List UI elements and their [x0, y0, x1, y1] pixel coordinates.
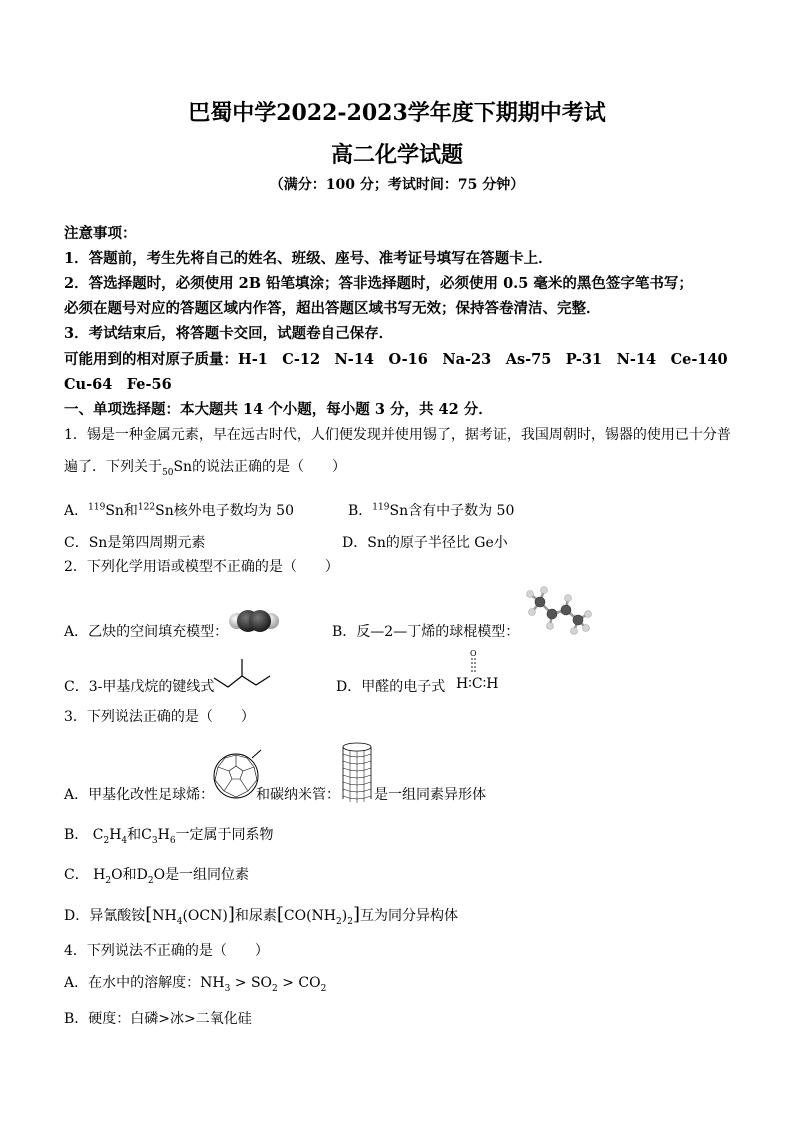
q3-option-c[interactable]: C． $H_2O$和$D_2O$是一组同位素 [64, 867, 250, 886]
note-1: 1．答题前，考生先将自己的姓名、班级、座号、准考证号填写在答题卡上． [64, 250, 553, 267]
notes-heading: 注意事项： [64, 225, 137, 242]
q3-option-d[interactable]: D．异氰酸铵$[NH_4(OCN)]$和尿素$[CO(NH_2)_2]$互为同分异构体 [64, 904, 458, 927]
q3-option-b[interactable]: B． $C_2H_4$和$C_3H_6$一定属于同系物 [64, 827, 274, 846]
q1-option-b[interactable]: B．$^{119}$Sn含有中子数为 50 [348, 502, 515, 519]
formaldehyde-oxygen: O [470, 649, 477, 658]
note-2b: 必须在题号对应的答题区域内作答，超出答题区域书写无效；保持答卷清洁、完整． [64, 300, 601, 317]
3-methylpentane-skeletal-formula [212, 656, 274, 690]
trans-2-butene-ball-stick-model [520, 584, 596, 636]
note-3: 3．考试结束后，将答题卡交回，试题卷自己保存． [64, 325, 394, 342]
carbon-nanotube-icon [340, 742, 374, 804]
formaldehyde-electron-dots [469, 657, 479, 677]
q3-option-a-end: 是一组同素异形体 [374, 787, 486, 803]
q4-stem: 4．下列说法不正确的是（ ） [64, 943, 269, 959]
atomic-masses-b: Cu-64 Fe-56 [64, 376, 172, 393]
q2-stem: 2．下列化学用语或模型不正确的是（ ） [64, 559, 339, 575]
atomic-masses-a: 可能用到的相对原子质量：H-1 C-12 N-14 O-16 Na-23 As-75 P-31 N-14 Ce-140 [64, 351, 728, 368]
exam-info: （满分：100 分；考试时间：75 分钟） [269, 177, 525, 193]
q3-option-a-mid: 和碳纳米管： [256, 787, 340, 803]
q2-option-c[interactable]: C．3-甲基戊烷的键线式 [64, 679, 215, 695]
q1-option-a[interactable]: A．$^{119}$Sn和$^{122}$Sn核外电子数均为 50 [64, 502, 294, 519]
acetylene-spacefill-model [228, 606, 280, 636]
q4-option-b[interactable]: B．硬度：白磷>冰>二氧化硅 [64, 1011, 252, 1027]
formaldehyde-electron-formula: H∶C∶H [456, 676, 499, 692]
q2-option-a[interactable]: A．乙炔的空间填充模型： [64, 624, 229, 640]
q1-stem-a: 1．锡是一种金属元素，早在远古时代，人们便发现并使用锡了，据考证，我国周朝时，锡器的使用已十分普 [64, 427, 731, 443]
q4-option-a[interactable]: A．在水中的溶解度：$NH_3 > SO_2 > CO_2$ [64, 975, 327, 994]
q1-option-d[interactable]: D．Sn的原子半径比 Ge小 [342, 535, 508, 551]
q1-stem-b: 遍了．下列关于$_{50}$Sn的说法正确的是（ ） [64, 459, 347, 478]
section-1-heading: 一、单项选择题：本大题共 14 个小题，每小题 3 分，共 42 分． [64, 401, 493, 418]
q3-option-a[interactable]: A．甲基化改性足球烯： [64, 787, 215, 803]
exam-subtitle: 高二化学试题 [330, 142, 463, 168]
q1-option-c[interactable]: C．Sn是第四周期元素 [64, 535, 206, 551]
q3-stem: 3．下列说法正确的是（ ） [64, 709, 255, 725]
q2-option-b[interactable]: B．反—2—丁烯的球棍模型： [332, 624, 520, 640]
q2-option-d[interactable]: D．甲醛的电子式 [336, 679, 446, 695]
note-2a: 2．答选择题时，必须使用 2B 铅笔填涂；答非选择题时，必须使用 0.5 毫米的黑色签字笔书写； [64, 275, 693, 292]
exam-title: 巴蜀中学2022-2023学年度下期期中考试 [188, 100, 606, 126]
